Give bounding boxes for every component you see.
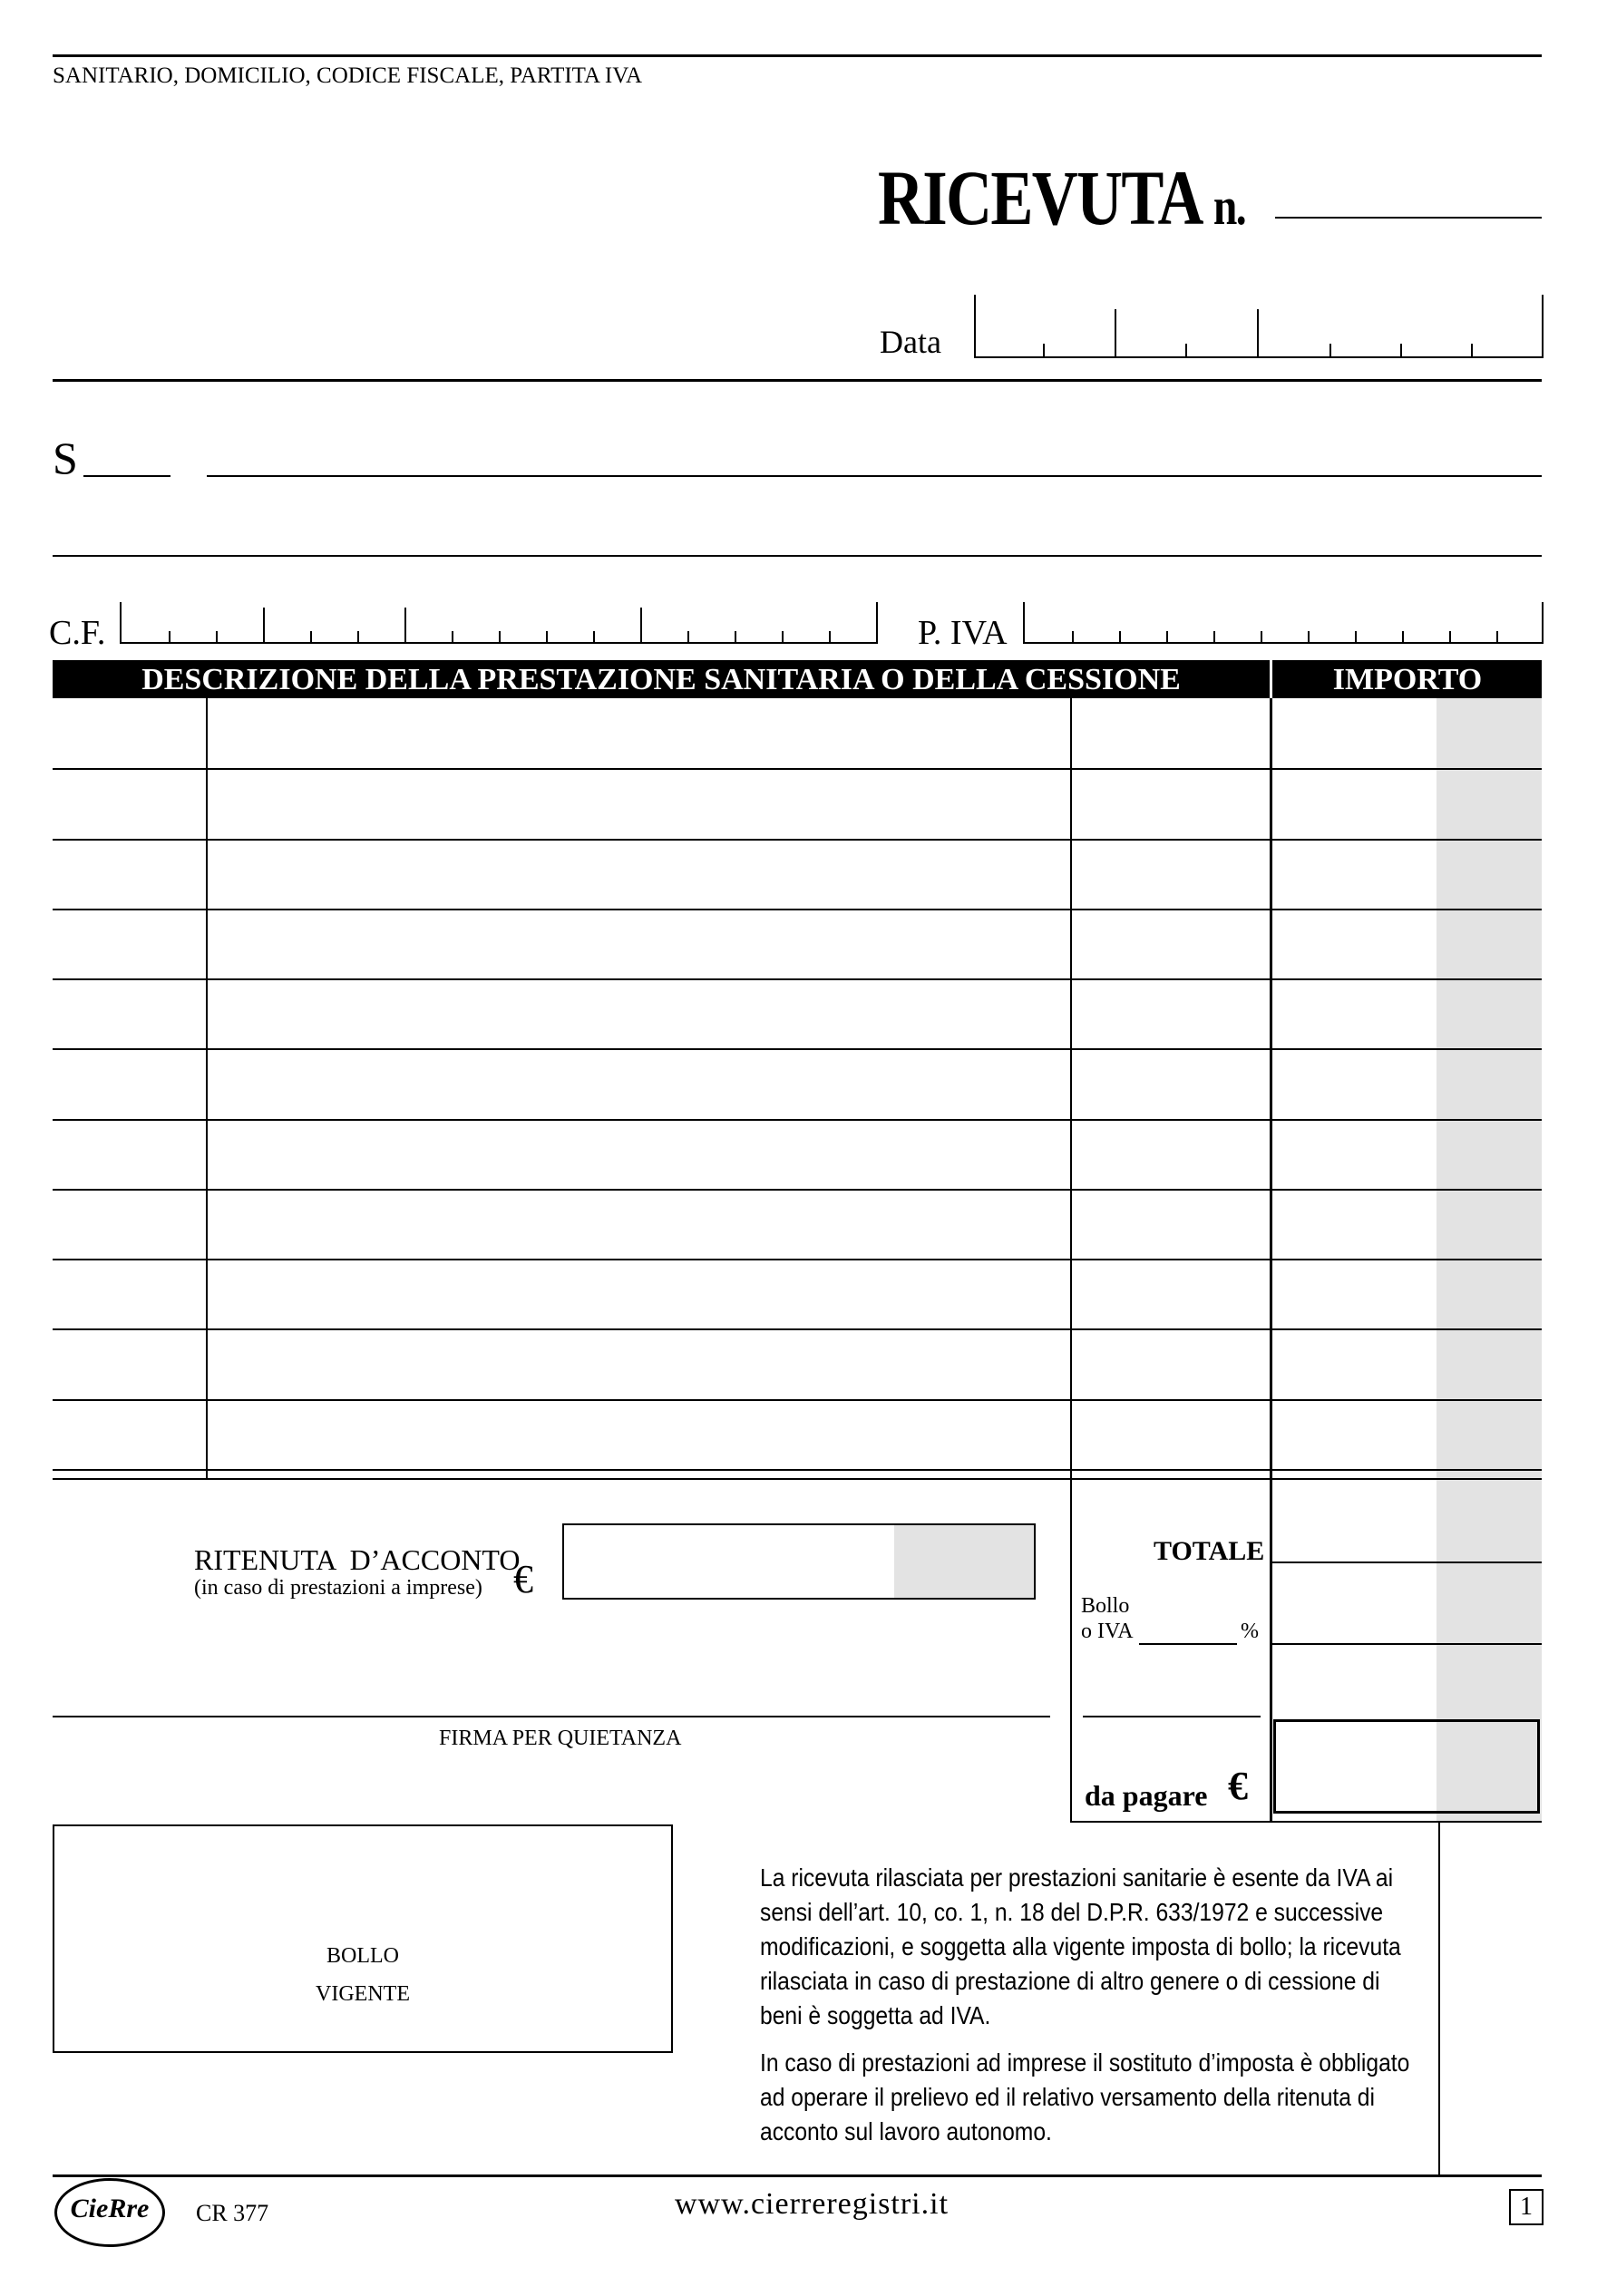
stamp-box [53,1824,673,2053]
table-row[interactable] [53,1328,1542,1330]
bollo-label: Bollo [1081,1594,1130,1618]
total-field[interactable] [1270,1561,1542,1563]
percent-sign: % [1241,1620,1259,1643]
withholding-note: (in caso di prestazioni a imprese) [194,1576,482,1600]
cierre-logo [54,2178,165,2247]
to-pay-label: da pagare [1085,1779,1208,1812]
table-row[interactable] [53,909,1542,910]
footer-rule [53,2174,1542,2177]
notes-text [760,1861,1410,2149]
withholding-currency: € [513,1557,533,1601]
to-pay-currency: € [1228,1764,1248,1808]
iva-label: o IVA [1081,1620,1134,1643]
totals-left-border [1070,1478,1072,1821]
name-field[interactable] [207,475,1542,477]
subtotal-line[interactable] [1083,1716,1261,1717]
iva-rate-field[interactable] [1139,1643,1237,1645]
table-close-rule-1 [53,1469,1542,1471]
website-link[interactable]: www.cierreregistri.it [675,2187,950,2221]
table-row[interactable] [53,978,1542,980]
header-bottom-rule [53,379,1542,382]
bollo-iva-field[interactable] [1270,1643,1542,1645]
qty-column-divider [206,698,208,1480]
title-field[interactable] [83,475,170,477]
s-label: S [53,433,78,483]
receipt-title-text: RICEVUTA [878,154,1199,241]
to-pay-amount-field[interactable] [1273,1719,1540,1814]
stamp-line2: VIGENTE [316,1982,410,2006]
page-number: 1 [1509,2189,1544,2225]
table-row[interactable] [53,1399,1542,1401]
total-label: TOTALE [1154,1536,1265,1566]
signature-label: FIRMA PER QUIETANZA [439,1727,682,1750]
receipt-title [878,152,1245,243]
receipt-number-prefix: n. [1213,177,1245,236]
address-field[interactable] [53,555,1542,557]
header-top-label: SANITARIO, DOMICILIO, CODICE FISCALE, PARTITA IVA [53,63,643,88]
table-close-rule-2 [53,1478,1542,1480]
withholding-amount-field[interactable] [562,1523,1036,1600]
date-label: Data [880,324,941,360]
amount-header: IMPORTO [1332,663,1483,696]
withholding-label: RITENUTA D’ACCONTO [194,1543,521,1576]
notes-paragraph-2: In caso di prestazioni ad imprese il sostituto d’imposta è obbligato ad operare il prelievo ed il relativo versamento della ritenuta di acconto sul lavoro autonomo. [760,2048,1410,2145]
date-field[interactable] [974,295,1544,358]
logo-text: CieRre [70,2194,150,2223]
table-row[interactable] [53,1189,1542,1191]
cf-label: C.F. [49,614,106,652]
table-row[interactable] [53,1048,1542,1050]
table-row[interactable] [53,768,1542,770]
table-row[interactable] [53,1259,1542,1260]
product-code: CR 377 [196,2200,269,2226]
top-rule [53,54,1542,57]
notes-right-border [1438,1821,1440,2174]
partita-iva-field[interactable] [1023,602,1544,644]
totals-bottom-rule [1070,1821,1542,1823]
stamp-line1: BOLLO [326,1944,399,1968]
codice-fiscale-field[interactable] [120,602,878,644]
table-row[interactable] [53,839,1542,841]
piva-label: P. IVA [918,614,1008,652]
description-header: DESCRIZIONE DELLA PRESTAZIONE SANITARIA O DELLA CESSIONE [141,663,1181,696]
header-divider [1270,660,1272,698]
notes-paragraph-1: La ricevuta rilasciata per prestazioni sanitarie è esente da IVA ai sensi dell’art. 10, co. 1, n. 18 del D.P.R. 633/1972 e successive modificazioni, e soggetta alla vigente imposta di bollo; la ricevuta rilasciata in caso di prestazione di altro genere o di cessione di beni è soggetta ad IVA. [760,1863,1401,2029]
receipt-number-field[interactable] [1275,217,1542,219]
table-row[interactable] [53,1119,1542,1121]
signature-line[interactable] [53,1716,1050,1717]
